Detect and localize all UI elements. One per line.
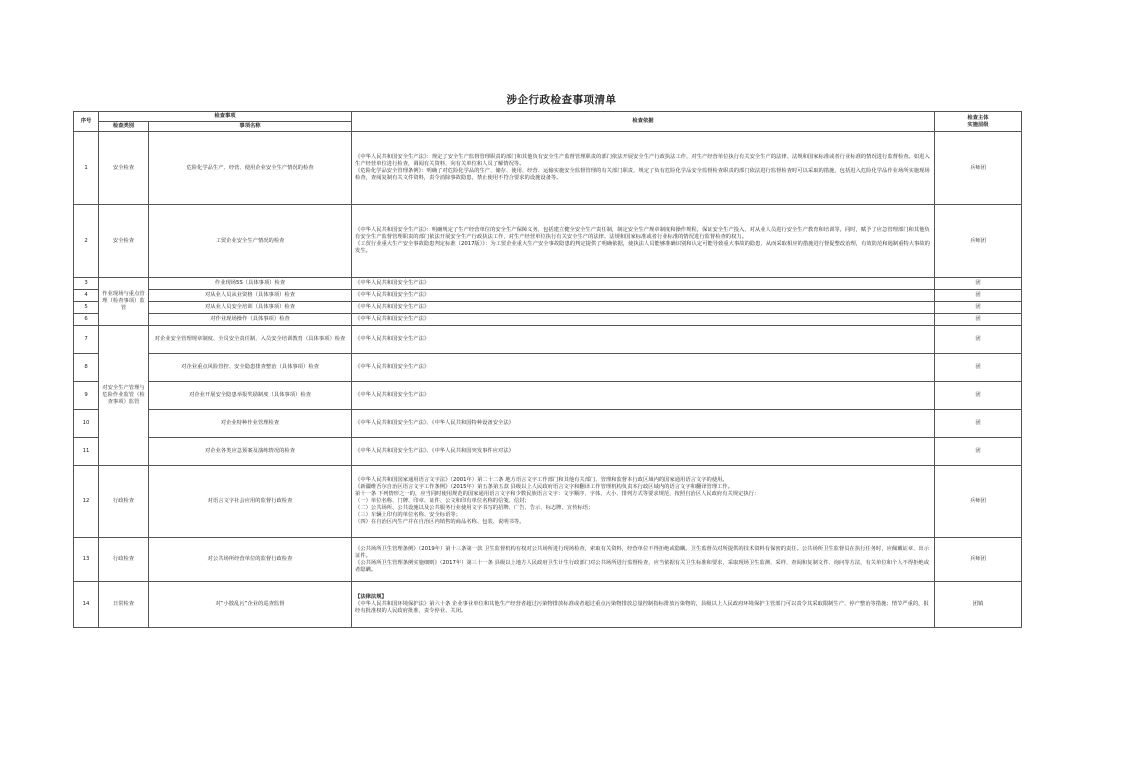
group-category: 对安全生产管理与危险作业监管（检查事项）监管	[99, 326, 149, 466]
row-item-name: 对“小散乱污”企业的巡查监督	[149, 582, 352, 628]
row-category: 行政检查	[99, 466, 149, 538]
basis-line: 《中华人民共和国环境保护法》第六十条 企业事业单位和其他生产经营者超过污染物排放标准或者超过重点污染物排放总量控制指标排放污染物的，县级以上人民政府环境保护主管部门可以责令其采取限制生产、停产整治等措施；情节严重的，报经有批准权的人民政府批准，责令停业、关闭。	[355, 601, 929, 614]
row-category: 安全检查	[99, 132, 149, 205]
row-number: 6	[74, 314, 99, 326]
row-subject: 团	[935, 410, 1022, 438]
row-number: 9	[74, 382, 99, 410]
table-row	[74, 410, 1022, 438]
row-category: 行政检查	[99, 538, 149, 582]
row-subject: 团	[935, 326, 1022, 354]
row-subject: 团	[935, 382, 1022, 410]
row-subject: 兵师团	[935, 132, 1022, 205]
row-subject: 团	[935, 278, 1022, 290]
row-item-name: 对语言文字社会应用的监督行政检查	[149, 466, 352, 538]
row-item-name: 对企业各类应急预案及演练情况的检查	[149, 438, 352, 466]
basis-line: 《新疆维吾尔自治区语言文字工作条例》（2015年）第五条第五款 县级以上人民政府语言文字和翻译工作管理机构负责本行政区域内的语言文字和翻译管理工作。	[355, 484, 734, 490]
row-number: 8	[74, 354, 99, 382]
basis-line: 《公共场所卫生管理条例》（2019年）第十三条第一款 卫生监督机构有权对公共场所进行现场检查，索取有关资料，经营单位不得拒绝或隐瞒。卫生监督员对所提供的技术资料有保密的责任。公共场所卫生监督员在执行任务时，应佩戴证章、出示证件。	[355, 545, 930, 559]
table-row	[74, 314, 1022, 326]
row-number: 13	[74, 538, 99, 582]
header-items: 检查事项	[99, 112, 352, 122]
row-category: 日常检查	[99, 582, 149, 628]
row-item-name: 对企业开展安全隐患举报奖励制度（具体事项）检查	[149, 382, 352, 410]
row-basis	[352, 290, 935, 302]
basis-line: 《中华人民共和国安全生产法》	[355, 336, 430, 342]
basis-line: 《中华人民共和国安全生产法》：规定了安全生产监督管理职责的部门和其他负有安全生产监督管理职责的部门依法开展安全生产行政执法工作，对生产经营单位执行有关安全生产的法律、法规和国家标准或者行业标准的情况进行监督检查。如进入生产经营单位进行检查，调阅有关资料，向有关单位和人员了解情况等。	[355, 154, 930, 167]
row-number: 12	[74, 466, 99, 538]
row-basis	[352, 410, 935, 438]
basis-line: 《中华人民共和国安全生产法》	[355, 364, 430, 370]
row-subject: 团	[935, 314, 1022, 326]
row-number: 11	[74, 438, 99, 466]
row-subject: 团	[935, 290, 1022, 302]
row-item-name: 工贸企业安全生产情况的检查	[149, 205, 352, 278]
basis-line: （二）公共场所、公共设施以及公共服务行业使用文字书写的招牌、广告、告示、标志牌、宣传标语；	[355, 505, 594, 511]
row-item-name: 对从业人员从业资格（具体事项）检查	[149, 290, 352, 302]
row-basis	[352, 466, 935, 538]
row-basis	[352, 538, 935, 582]
basis-line: 《中华人民共和国安全生产法》、《中华人民共和国突发事件应对法》	[355, 448, 514, 454]
row-basis	[352, 326, 935, 354]
row-item-name: 对企业安全管理规章制度、全员安全责任制、入员安全培训教育（具体事项）检查	[149, 326, 352, 354]
basis-line: 第十一条 下列情形之一的，应当同时使用规范的国家通用语言文字和少数民族语言文字：文字顺序、字体、大小、排列方式等要求规范，按照自治区人民政府有关规定执行：	[355, 491, 760, 497]
row-item-name: 对企业重点风险管控、安全隐患排查整治（具体事项）检查	[149, 354, 352, 382]
row-number: 10	[74, 410, 99, 438]
header-basis: 检查依据	[352, 112, 935, 132]
row-number: 1	[74, 132, 99, 205]
header-seq: 序号	[74, 112, 99, 132]
basis-line: 《中华人民共和国安全生产法》、《中华人民共和国特种设备安全法》	[355, 420, 514, 426]
table-row	[74, 354, 1022, 382]
table-row	[74, 582, 1022, 628]
table-row	[74, 326, 1022, 354]
inspection-table	[73, 111, 1022, 628]
row-basis	[352, 582, 935, 628]
row-basis	[352, 314, 935, 326]
row-basis	[352, 438, 935, 466]
basis-line: 《中华人民共和国安全生产法》：明确规定了生产经营单位的安全生产保障义务，包括建立健全安全生产责任制，制定安全生产规章制度和操作规程，保证安全生产投入，对从业人员进行安全生产教育和培训等。同时，赋予了应急管理部门和其他负有安全生产监督管理职责的部门依法开展安全生产行政执法工作，对生产经营单位执行有关安全生产的法律、法规和国家标准或者行业标准的情况进行监督检查的权力。	[355, 227, 930, 240]
basis-line: （三）车辆上印有的单位名称、安全标语等；	[355, 512, 461, 518]
table-row	[74, 205, 1022, 278]
table-row	[74, 538, 1022, 582]
basis-line: （四）在自治区内生产并在自治区内销售的商品名称、包装、说明书等。	[355, 519, 525, 525]
header-subject: 检查主体 实施层级	[935, 112, 1022, 132]
row-subject: 团镇	[935, 582, 1022, 628]
basis-line: 《工贸行业重大生产安全事故隐患判定标准（2017版）》：为工贸企业重大生产安全事故隐患的判定提供了明确依据，使执法人员能够准确识别和认定可能导致重大事故的隐患，从而采取相应的措施进行督促整改治理，有效防范和遏制重特大事故的发生。	[355, 241, 930, 254]
group-category: 作业现场与重点管理（检查事项）监管	[99, 278, 149, 326]
row-subject: 团	[935, 354, 1022, 382]
row-basis	[352, 278, 935, 290]
basis-line: 《公共场所卫生管理条例实施细则》（2017年）第三十一条 县级以上地方人民政府卫生计生行政部门对公共场所进行监督检查，应当依据有关卫生标准和要求，采取现场卫生监测、采样、查阅和复制文件、询问等方法，有关单位和个人不得拒绝或者隐瞒。	[355, 559, 930, 573]
row-number: 5	[74, 302, 99, 314]
row-item-name: 对作业现场操作（具体事项）检查	[149, 314, 352, 326]
table-row	[74, 382, 1022, 410]
header-category: 检查类别	[99, 122, 149, 132]
basis-line: 《中华人民共和国安全生产法》	[355, 316, 430, 322]
row-item-name: 对从业人员安全培训（具体事项）检查	[149, 302, 352, 314]
row-item-name: 对企业特种作业管理检查	[149, 410, 352, 438]
row-item-name: 作业现场5S（具体事项）检查	[149, 278, 352, 290]
row-number: 4	[74, 290, 99, 302]
basis-line: 《中华人民共和国安全生产法》	[355, 392, 430, 398]
row-subject: 团	[935, 302, 1022, 314]
basis-line: 《中华人民共和国安全生产法》	[355, 280, 430, 286]
table-row	[74, 132, 1022, 205]
row-subject: 兵师团	[935, 205, 1022, 278]
row-basis	[352, 382, 935, 410]
basis-line: 《中华人民共和国安全生产法》	[355, 292, 430, 298]
row-subject: 兵师团	[935, 466, 1022, 538]
row-subject: 兵师团	[935, 538, 1022, 582]
row-item-name: 对公共场所经营单位的监督行政检查	[149, 538, 352, 582]
row-basis	[352, 205, 935, 278]
row-number: 7	[74, 326, 99, 354]
table-row	[74, 438, 1022, 466]
basis-line: 《中华人民共和国安全生产法》	[355, 304, 430, 310]
basis-line: 《中华人民共和国国家通用语言文字法》（2001年）第二十二条 地方语言文字工作部门和其他有关部门，管理和监督本行政区域内的国家通用语言文字的使用。	[355, 477, 728, 483]
row-number: 3	[74, 278, 99, 290]
table-row	[74, 290, 1022, 302]
row-subject: 团	[935, 438, 1022, 466]
header-name: 事项名称	[149, 122, 352, 132]
row-category: 安全检查	[99, 205, 149, 278]
row-basis	[352, 302, 935, 314]
row-number: 14	[74, 582, 99, 628]
table-row	[74, 302, 1022, 314]
table-row	[74, 466, 1022, 538]
row-item-name: 危险化学品生产、经营、使用企业安全生产情况的检查	[149, 132, 352, 205]
table-row	[74, 278, 1022, 290]
basis-line: 【法律法规】	[355, 594, 387, 600]
row-basis	[352, 132, 935, 205]
row-number: 2	[74, 205, 99, 278]
page-title: 涉企行政检查事项清单	[506, 94, 617, 106]
row-basis	[352, 354, 935, 382]
basis-line: 《危险化学品安全管理条例》：明确了对危险化学品的生产、储存、使用、经营、运输实施安全监督管理的有关部门职责，规定了负有危险化学品安全监督检查职责的部门依法进行监督检查时可以采取的措施，包括进入危险化学品作业场所实施现场检查，查阅复制有关文件资料，责令消除事故隐患，禁止使用不符合要求的设施设备等。	[355, 168, 930, 181]
basis-line: （一）单位名称、门牌、印章、证件、公文和印有单位名称的信笺、信封；	[355, 498, 530, 504]
